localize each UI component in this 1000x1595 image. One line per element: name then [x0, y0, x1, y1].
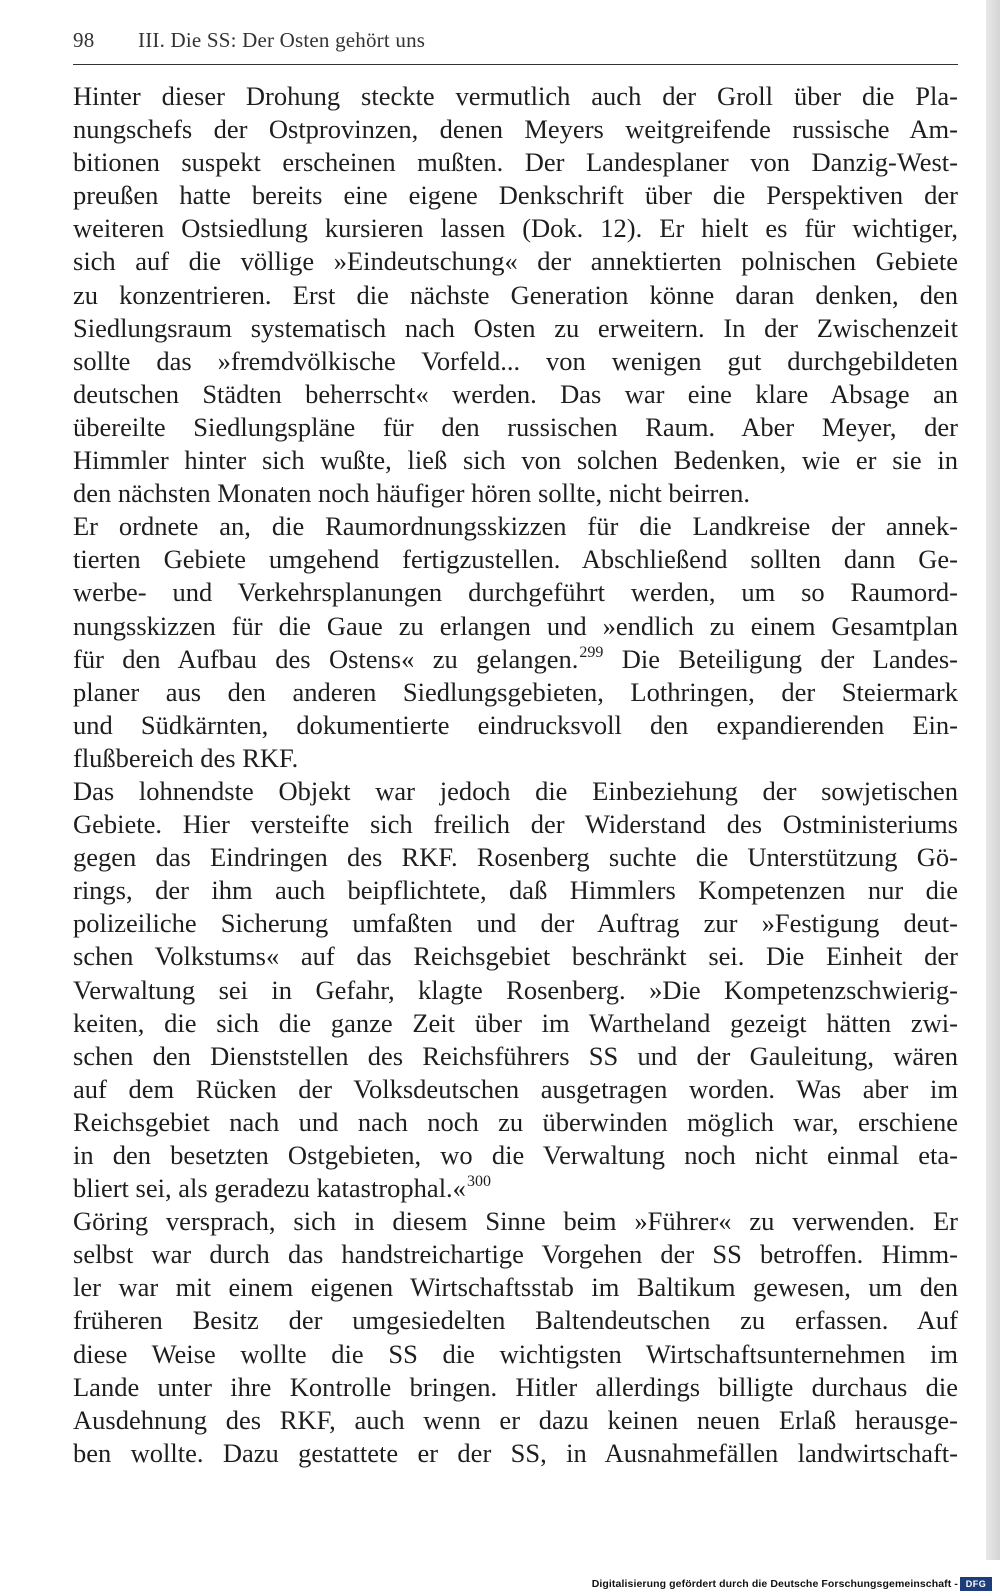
- text-line: Gebiete. Hier versteifte sich freilich der Widerstand des Ostministeriums: [73, 809, 958, 840]
- dfg-logo: DFG: [960, 1577, 992, 1591]
- text-line-with-footnote: [73, 1172, 958, 1205]
- text-line: Verwaltung sei in Gefahr, klagte Rosenberg. »Die Kompetenzschwierig-: [73, 974, 958, 1005]
- text-line: Er ordnete an, die Raumordnungsskizzen für die Landkreise der annek-: [73, 511, 958, 542]
- text-line: werbe- und Verkehrsplanungen durchgeführt werden, um so Raumord-: [73, 577, 958, 608]
- digitization-credit: Digitalisierung gefördert durch die Deutsche Forschungsgemeinschaft -: [591, 1578, 958, 1590]
- footnote-marker: 299: [579, 643, 604, 661]
- text-line: und Südkärnten, dokumentierte eindrucksvoll den expandierenden Ein-: [73, 709, 958, 740]
- footnote-marker: 300: [466, 1173, 491, 1191]
- text-line: selbst war durch das handstreichartige Vorgehen der SS betroffen. Himm-: [73, 1239, 958, 1270]
- text-line: Hinter dieser Drohung steckte vermutlich auch der Groll über die Pla-: [73, 81, 958, 111]
- text-line: keiten, die sich die ganze Zeit über im Wartheland gezeigt hätten zwi-: [73, 1007, 958, 1038]
- text-line: zu konzentrieren. Erst die nächste Generation könne daran denken, den: [73, 279, 958, 310]
- text-line: ler war mit einem eigenen Wirtschaftsstab im Baltikum gewesen, um den: [73, 1272, 958, 1303]
- text-line: nungschefs der Ostprovinzen, denen Meyers weitgreifende russische Am-: [73, 114, 958, 145]
- page-number: 98: [73, 28, 95, 52]
- page-edge-shadow: [986, 0, 1000, 1560]
- text-line: sollte das »fremdvölkische Vorfeld... von wenigen gut durchgebildeten: [73, 345, 958, 376]
- text-segment: bliert sei, als geradezu katastrophal.«: [73, 1173, 466, 1204]
- text-line: Ausdehnung des RKF, auch wenn er dazu keinen neuen Erlaß herausge-: [73, 1404, 958, 1435]
- text-line: sich auf die völlige »Eindeutschung« der annektierten polnischen Gebiete: [73, 246, 958, 277]
- text-line: diese Weise wollte die SS die wichtigsten Wirtschaftsunternehmen im: [73, 1338, 958, 1369]
- text-line: Das lohnendste Objekt war jedoch die Einbeziehung der sowjetischen: [73, 775, 958, 806]
- text-line: in den besetzten Ostgebieten, wo die Verwaltung noch nicht einmal eta-: [73, 1140, 958, 1170]
- text-line: gegen das Eindringen des RKF. Rosenberg suchte die Unterstützung Gö-: [73, 842, 958, 873]
- text-line: übereilte Siedlungspläne für den russischen Raum. Aber Meyer, der: [73, 411, 958, 442]
- body-text: [73, 80, 958, 1470]
- header-rule: [73, 64, 958, 65]
- text-line: rings, der ihm auch beipflichtete, daß Himmlers Kompetenzen nur die: [73, 875, 958, 906]
- text-line: preußen hatte bereits eine eigene Denkschrift über die Perspektiven der: [73, 180, 958, 211]
- text-line: früheren Besitz der umgesiedelten Baltendeutschen zu erfassen. Auf: [73, 1305, 958, 1336]
- text-segment: Die Beteiligung der Landes-: [603, 643, 958, 674]
- text-line: planer aus den anderen Siedlungsgebieten, Lothringen, der Steiermark: [73, 676, 958, 707]
- text-line: deutschen Städten beherrscht« werden. Das war eine klare Absage an: [73, 378, 958, 409]
- text-line: schen den Dienststellen des Reichsführers SS und der Gauleitung, wären: [73, 1040, 958, 1071]
- text-line: Reichsgebiet nach und nach noch zu überwinden möglich war, erschiene: [73, 1106, 958, 1137]
- text-line-with-footnote: [73, 643, 958, 676]
- text-line: auf dem Rücken der Volksdeutschen ausgetragen worden. Was aber im: [73, 1073, 958, 1104]
- text-line: ben wollte. Dazu gestattete er der SS, in Ausnahmefällen landwirtschaft-: [73, 1437, 958, 1468]
- text-segment: für den Aufbau des Ostens« zu gelangen.: [73, 643, 579, 674]
- text-line: flußbereich des RKF.: [73, 742, 299, 773]
- text-line: Siedlungsraum systematisch nach Osten zu erweitern. In der Zwischenzeit: [73, 312, 958, 343]
- text-line: den nächsten Monaten noch häufiger hören sollte, nicht beirren.: [73, 478, 750, 509]
- text-line: schen Volkstums« auf das Reichsgebiet beschränkt sei. Die Einheit der: [73, 941, 958, 972]
- chapter-title: III. Die SS: Der Osten gehört uns: [138, 28, 426, 52]
- text-line: nungsskizzen für die Gaue zu erlangen und »endlich zu einem Gesamtplan: [73, 610, 958, 641]
- text-line: tierten Gebiete umgehend fertigzustellen. Abschließend sollten dann Ge-: [73, 544, 958, 575]
- running-head: [73, 28, 958, 60]
- text-line: bitionen suspekt erscheinen mußten. Der Landesplaner von Danzig-West-: [73, 147, 958, 178]
- text-line: polizeiliche Sicherung umfaßten und der Auftrag zur »Festigung deut-: [73, 908, 958, 939]
- text-line: Himmler hinter sich wußte, ließ sich von solchen Bedenken, wie er sie in: [73, 445, 958, 476]
- text-line: Göring versprach, sich in diesem Sinne beim »Führer« zu verwenden. Er: [73, 1206, 958, 1237]
- text-line: weiteren Ostsiedlung kursieren lassen (Dok. 12). Er hielt es für wichtiger,: [73, 213, 958, 244]
- text-line: Lande unter ihre Kontrolle bringen. Hitler allerdings billigte durchaus die: [73, 1371, 958, 1402]
